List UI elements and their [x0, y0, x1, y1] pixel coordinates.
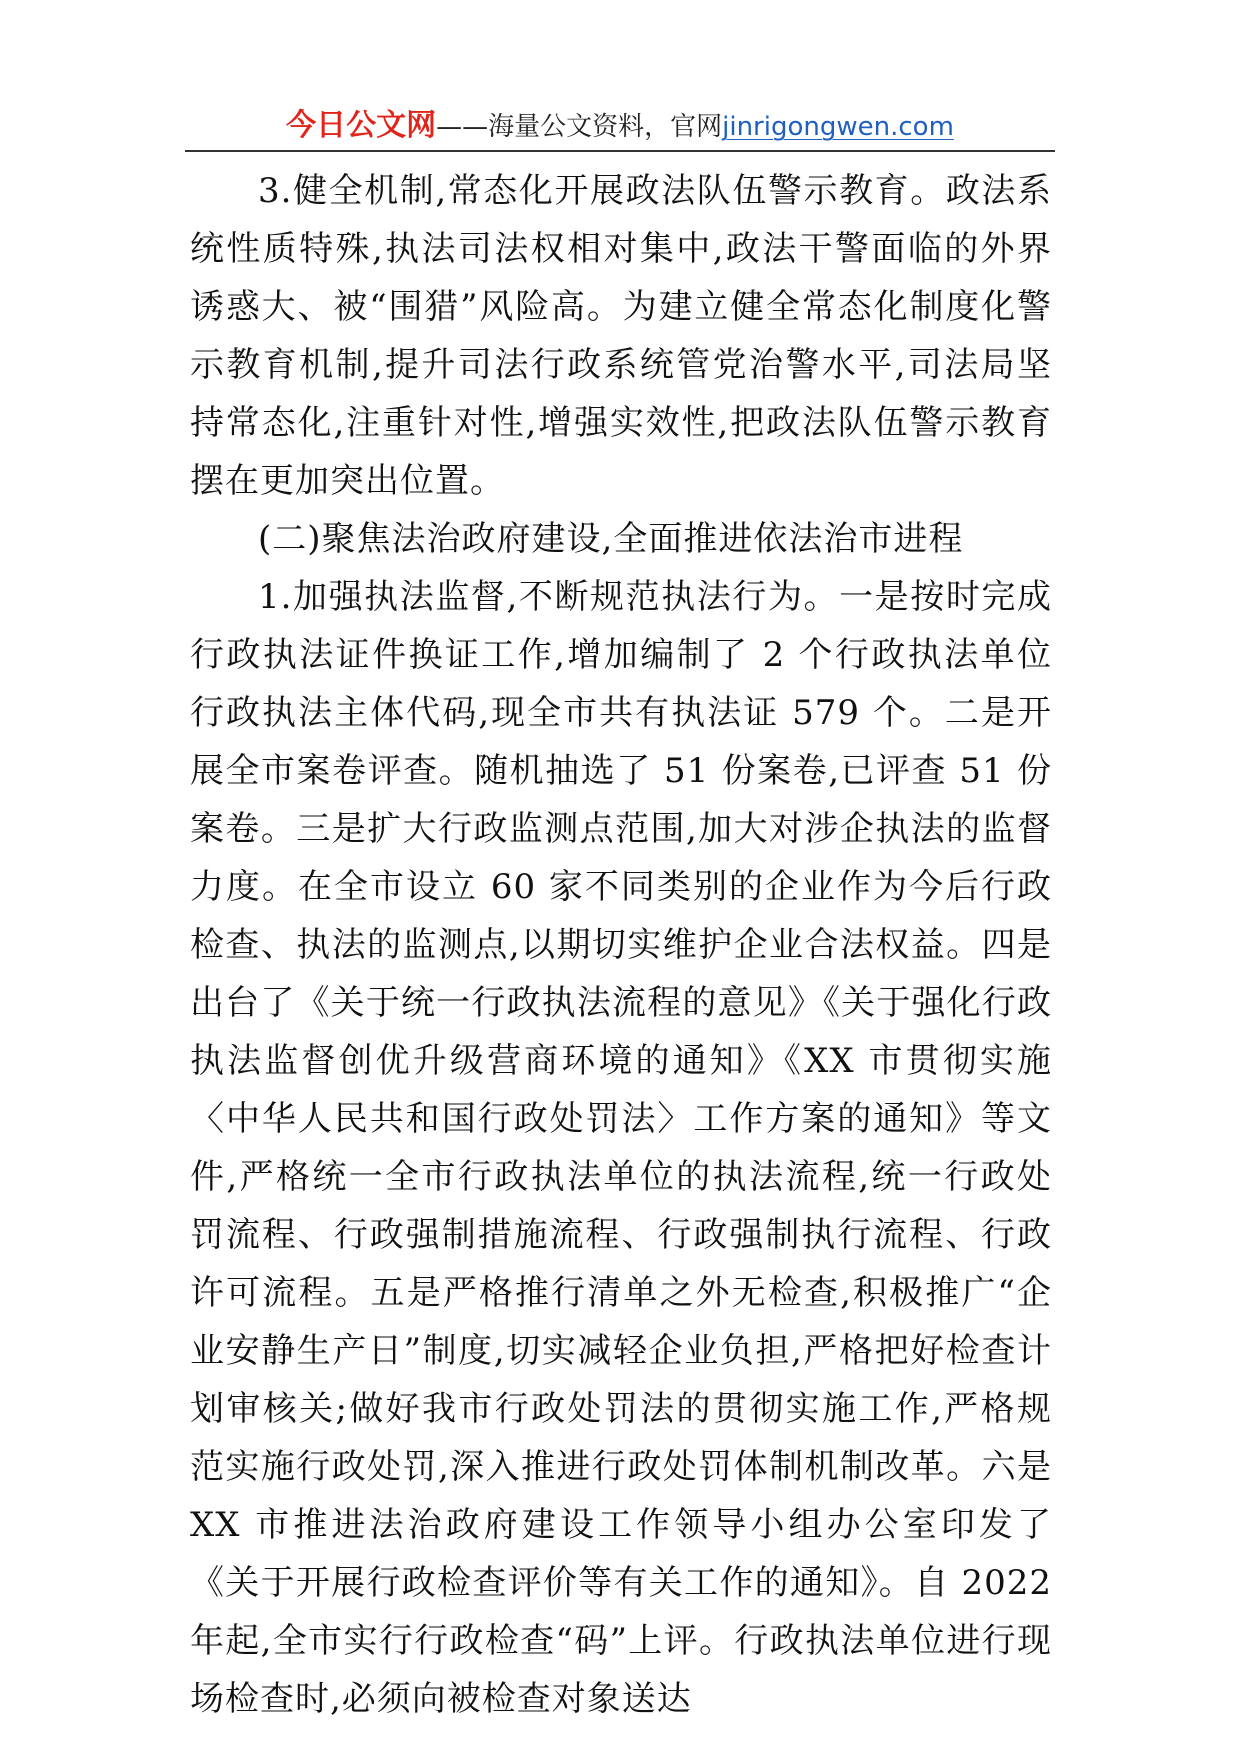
section-heading-rule-of-law: (二)聚焦法治政府建设,全面推进依法治市进程 — [258, 519, 964, 559]
site-url-link[interactable]: jinrigongwen.com — [722, 112, 954, 142]
header-divider — [185, 150, 1055, 152]
paragraph-enforcement-supervision: 1.加强执法监督,不断规范执法行为。一是按时完成行政执法证件换证工作,增加编制了 2 个行政执法单位行政执法主体代码,现全市共有执法证 579 个。二是开展全市案卷评查。随机抽选了 51 份案卷,已评查 51 份案卷。三是扩大行政监测点范围,加大对涉企执法的监督力度。在全市设立 60 家不同类别的企业作为今后行政检查、执法的监测点,以期切实维护企业合法权益。四是出台了《关于统一行政执法流程的意见》《关于强化行政执法监督创优升级营商环境的通知》《XX 市贯彻实施〈中华人民共和国行政处罚法〉工作方案的通知》等文件,严格统一全市行政执法单位的执法流程,统一行政处罚流程、行政强制措施流程、行政强制执行流程、行政许可流程。五是严格推行清单之外无检查,积极推广“企业安静生产日”制度,切实减轻企业负担,严格把好检查计划审核关;做好我市行政处罚法的贯彻实施工作,严格规范实施行政处罚,深入推进行政处罚体制机制改革。六是 XX 市推进法治政府建设工作领导小组办公室印发了《关于开展行政检查评价等有关工作的通知》。自 2022 年起,全市实行行政检查“码”上评。行政执法单位进行现场检查时,必须向被检查对象送达 — [190, 577, 1064, 1719]
site-brand: 今日公文网 — [286, 108, 437, 143]
paragraph-warning-education: 3.健全机制,常态化开展政法队伍警示教育。政法系统性质特殊,执法司法权相对集中,政法干警面临的外界诱惑大、被“围猎”风险高。为建立健全常态化制度化警示教育机制,提升司法行政系统管党治警水平,司法局坚持常态化,注重针对性,增强实效性,把政法队伍警示教育摆在更加突出位置。 — [190, 171, 1052, 501]
page-header — [185, 106, 1055, 146]
site-tagline: ——海量公文资料，官网 — [436, 112, 723, 142]
document-body — [190, 162, 1064, 1728]
